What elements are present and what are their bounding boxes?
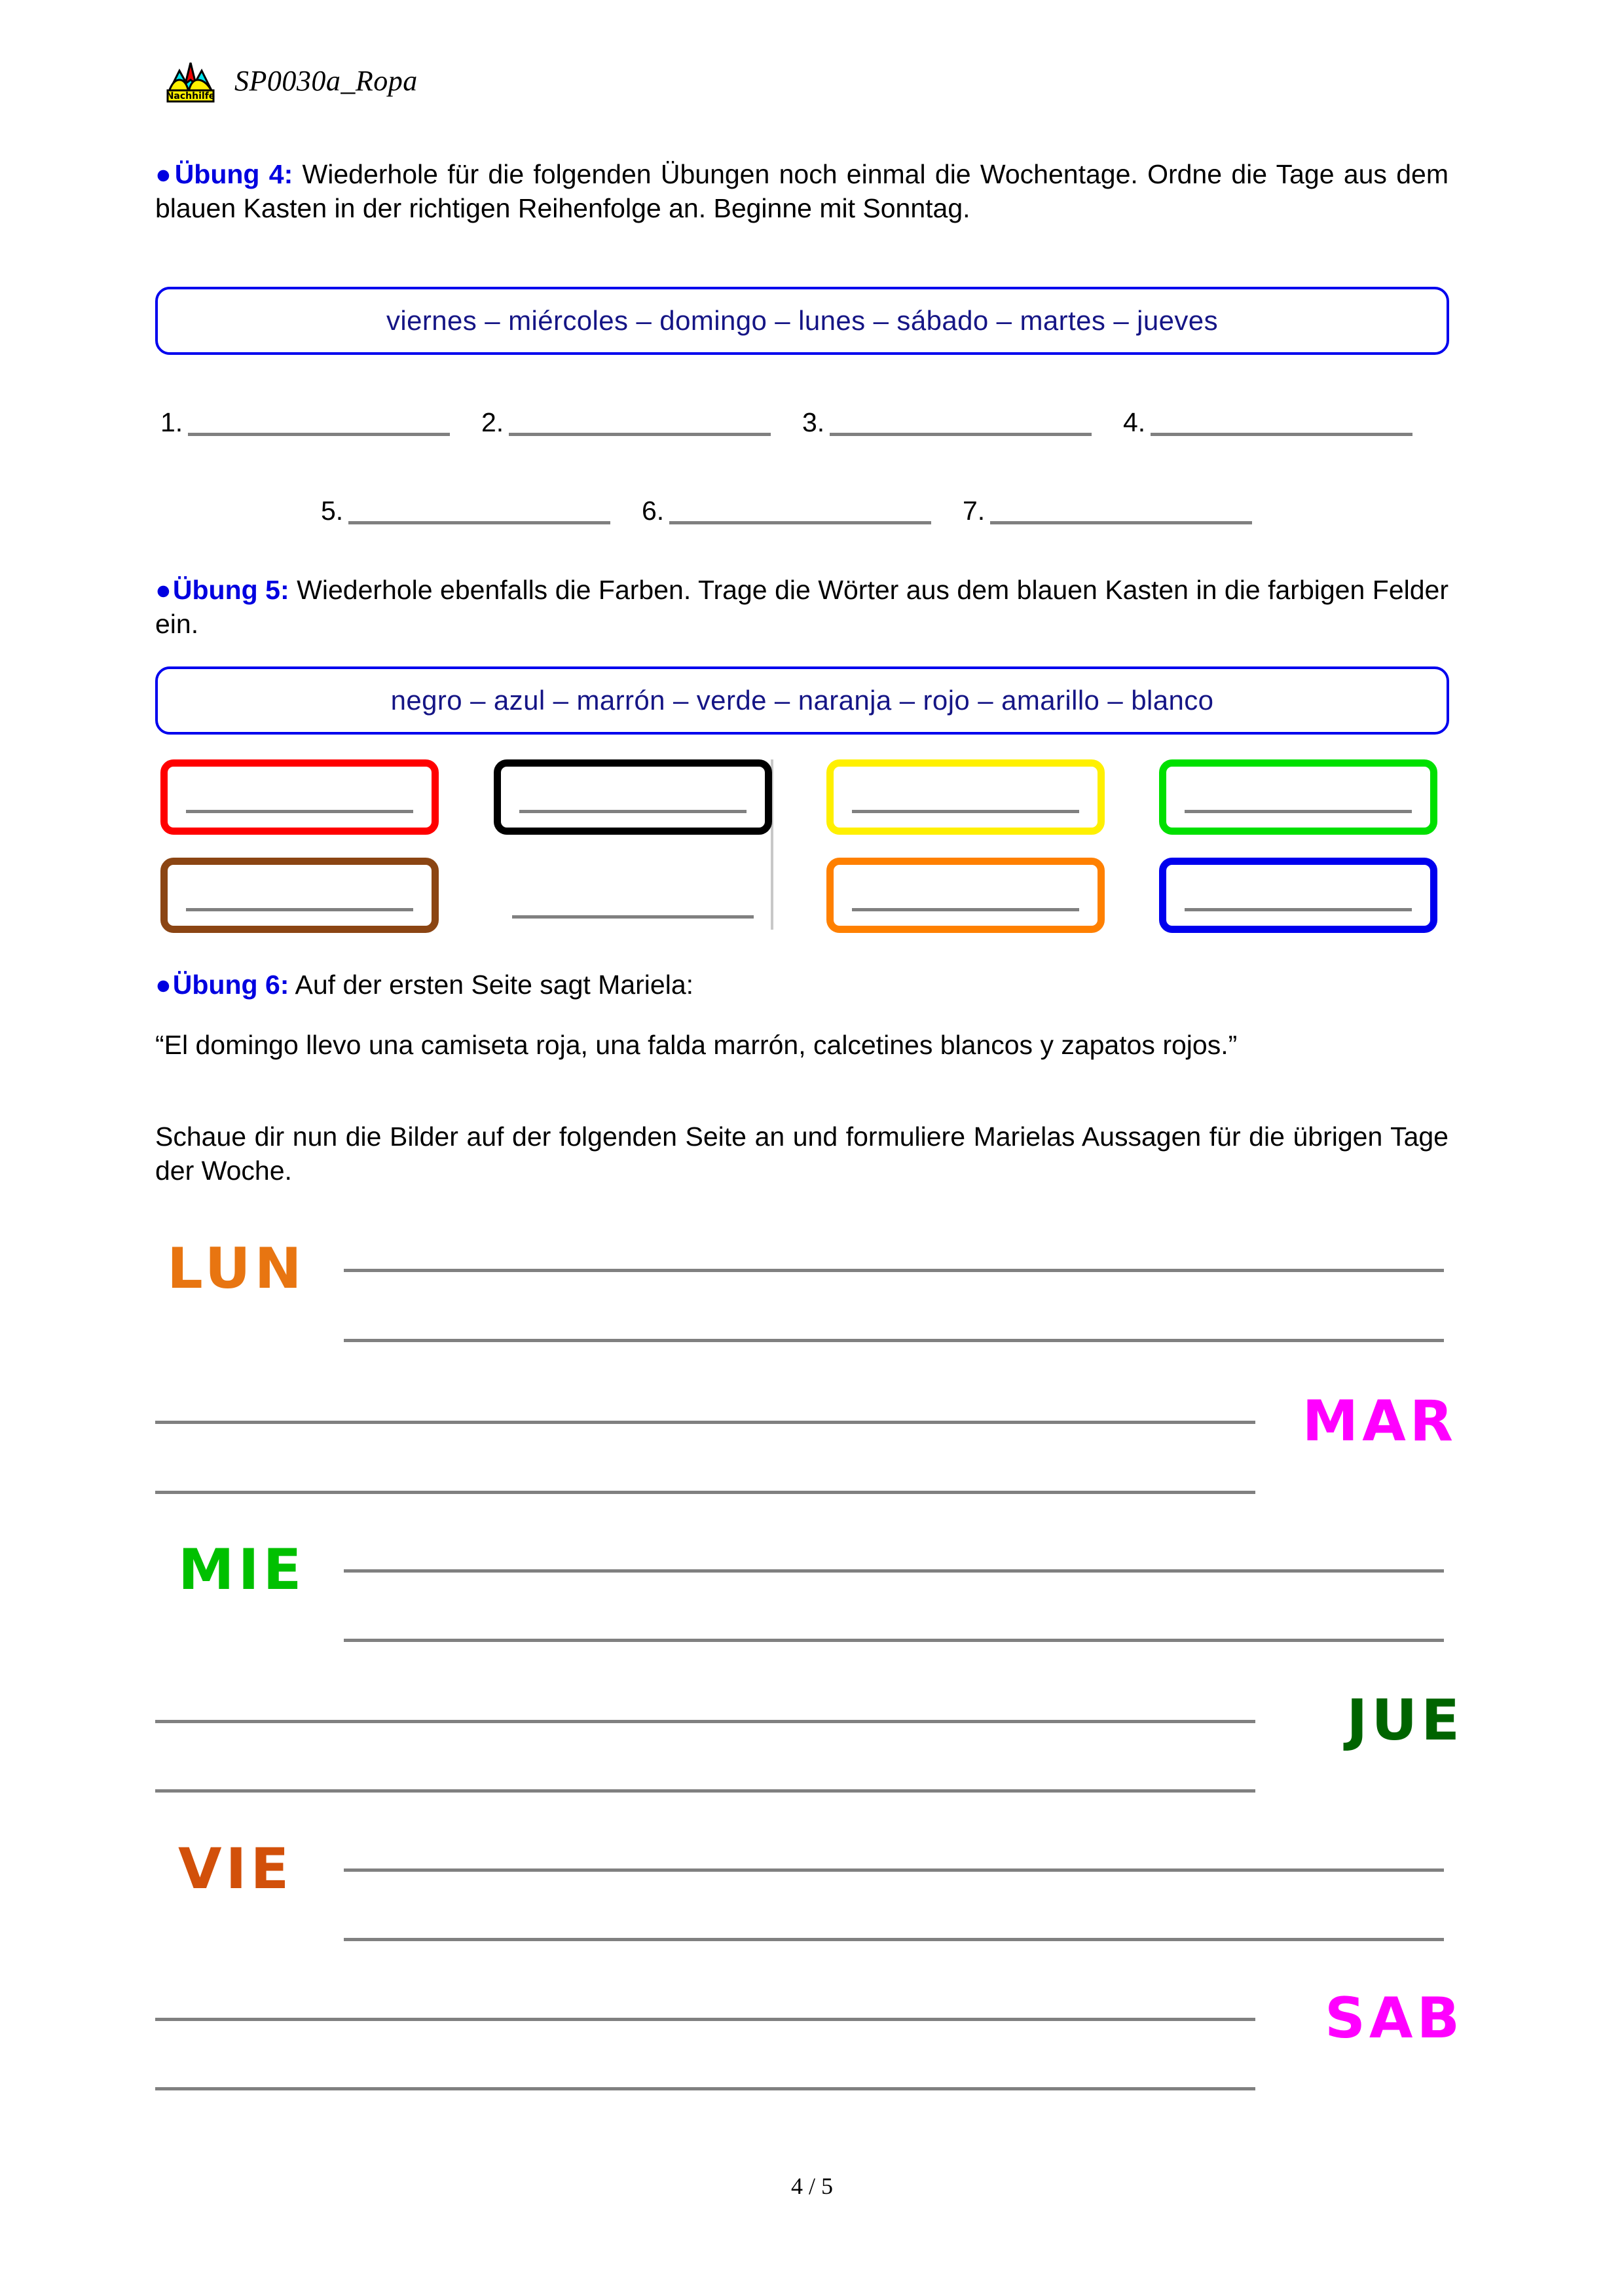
exercise4-label: Übung 4: [174, 159, 293, 189]
color-cell-line[interactable] [1185, 810, 1412, 813]
bullet-icon: ● [155, 159, 174, 189]
answer-number-7: 7. [963, 496, 986, 526]
answer-line-4[interactable] [1151, 433, 1412, 436]
exercise5-instruction [155, 573, 1449, 642]
exercise4-text: Wiederhole für die folgenden Übungen noch einmal die Wochentage. Ordne die Tage aus dem blauen Kasten in der richtigen Reihenfolge an. Beginne mit Sonntag. [155, 159, 1449, 224]
exercise6-text: Auf der ersten Seite sagt Mariela: [289, 970, 694, 1000]
answer-line-1[interactable] [188, 433, 450, 436]
write-line-lun-1[interactable] [344, 1269, 1444, 1272]
exercise6-label: Übung 6: [172, 970, 289, 1000]
answer-number-3: 3. [802, 407, 825, 437]
answer-line-6[interactable] [669, 521, 931, 524]
exercise4-wordbank-text: viernes – miércoles – domingo – lunes – sábado – martes – jueves [386, 305, 1218, 336]
write-line-jue-1[interactable] [155, 1720, 1255, 1723]
write-line-vie-2[interactable] [344, 1938, 1444, 1941]
answer-blank-7[interactable] [963, 498, 1283, 524]
write-line-jue-2[interactable] [155, 1789, 1255, 1793]
color-cell-line[interactable] [512, 915, 754, 919]
mariela-quote: “El domingo llevo una camiseta roja, una falda marrón, calcetines blancos y zapatos rojos.” [155, 1030, 1238, 1060]
write-line-sab-1[interactable] [155, 2018, 1255, 2021]
color-cell-amarillo[interactable] [826, 759, 1105, 835]
bullet-icon: ● [155, 575, 172, 605]
write-line-lun-2[interactable] [344, 1339, 1444, 1342]
exercise5-wordbank [155, 666, 1449, 735]
color-cell-line[interactable] [852, 810, 1079, 813]
answer-number-2: 2. [481, 407, 504, 437]
answer-blank-4[interactable] [1123, 409, 1444, 436]
color-cell-negro[interactable] [494, 759, 772, 835]
day-label-jue: JUE [1346, 1688, 1464, 1753]
answer-blank-3[interactable] [802, 409, 1123, 436]
color-cell-naranja[interactable] [826, 858, 1105, 933]
write-line-mar-1[interactable] [155, 1421, 1255, 1424]
answer-number-5: 5. [321, 496, 344, 526]
page-header [164, 58, 418, 103]
answer-number-6: 6. [642, 496, 665, 526]
day-label-lun: LUN [167, 1236, 306, 1302]
exercise5-text: Wiederhole ebenfalls die Farben. Trage die Wörter aus dem blauen Kasten in die farbigen Felder ein. [155, 575, 1449, 640]
color-cell-line[interactable] [186, 810, 413, 813]
answer-line-2[interactable] [509, 433, 771, 436]
color-cell-rojo[interactable] [160, 759, 439, 835]
answer-number-4: 4. [1123, 407, 1146, 437]
answer-line-7[interactable] [990, 521, 1252, 524]
exercise4-instruction [155, 157, 1449, 226]
color-cell-line[interactable] [519, 810, 747, 813]
nachhilfe-logo-icon [164, 58, 217, 103]
answer-line-5[interactable] [348, 521, 610, 524]
answer-line-3[interactable] [830, 433, 1092, 436]
document-title: SP0030a_Ropa [234, 64, 418, 97]
answer-blank-1[interactable] [160, 409, 481, 436]
bullet-icon: ● [155, 970, 172, 1000]
write-line-vie-1[interactable] [344, 1868, 1444, 1872]
answer-blank-2[interactable] [481, 409, 802, 436]
exercise5-wordbank-text: negro – azul – marrón – verde – naranja – rojo – amarillo – blanco [390, 685, 1214, 716]
write-line-sab-2[interactable] [155, 2087, 1255, 2090]
color-cell-azul[interactable] [1159, 858, 1437, 933]
answer-blank-6[interactable] [642, 498, 963, 524]
exercise4-answer-row-1 [160, 409, 1444, 436]
write-line-mar-2[interactable] [155, 1491, 1255, 1494]
exercise6-task: Schaue dir nun die Bilder auf der folgenden Seite an und formuliere Marielas Aussagen für die übrigen Tage der Woche. [155, 1121, 1449, 1186]
page-number: 4 / 5 [790, 2173, 833, 2199]
answer-blank-5[interactable] [321, 498, 642, 524]
exercise5-label: Übung 5: [172, 575, 289, 605]
write-line-mie-2[interactable] [344, 1639, 1444, 1642]
day-label-vie: VIE [178, 1836, 293, 1902]
color-cell-line[interactable] [1185, 908, 1412, 911]
day-label-sab: SAB [1324, 1986, 1464, 2051]
exercise4-answer-row-2 [321, 498, 1303, 524]
answer-number-1: 1. [160, 407, 183, 437]
color-cell-line[interactable] [186, 908, 413, 911]
color-cell-marron[interactable] [160, 858, 439, 933]
color-cell-line[interactable] [852, 908, 1079, 911]
color-cell-blanco[interactable] [494, 858, 772, 933]
write-line-mie-1[interactable] [344, 1569, 1444, 1573]
svg-text:Nachhilfe: Nachhilfe [166, 91, 215, 101]
day-label-mar: MAR [1302, 1389, 1457, 1454]
day-label-mie: MIE [178, 1537, 306, 1603]
exercise6-instruction [155, 968, 1449, 1002]
color-cell-verde[interactable] [1159, 759, 1437, 835]
exercise4-wordbank [155, 287, 1449, 355]
color-boxes-grid [155, 759, 1445, 930]
